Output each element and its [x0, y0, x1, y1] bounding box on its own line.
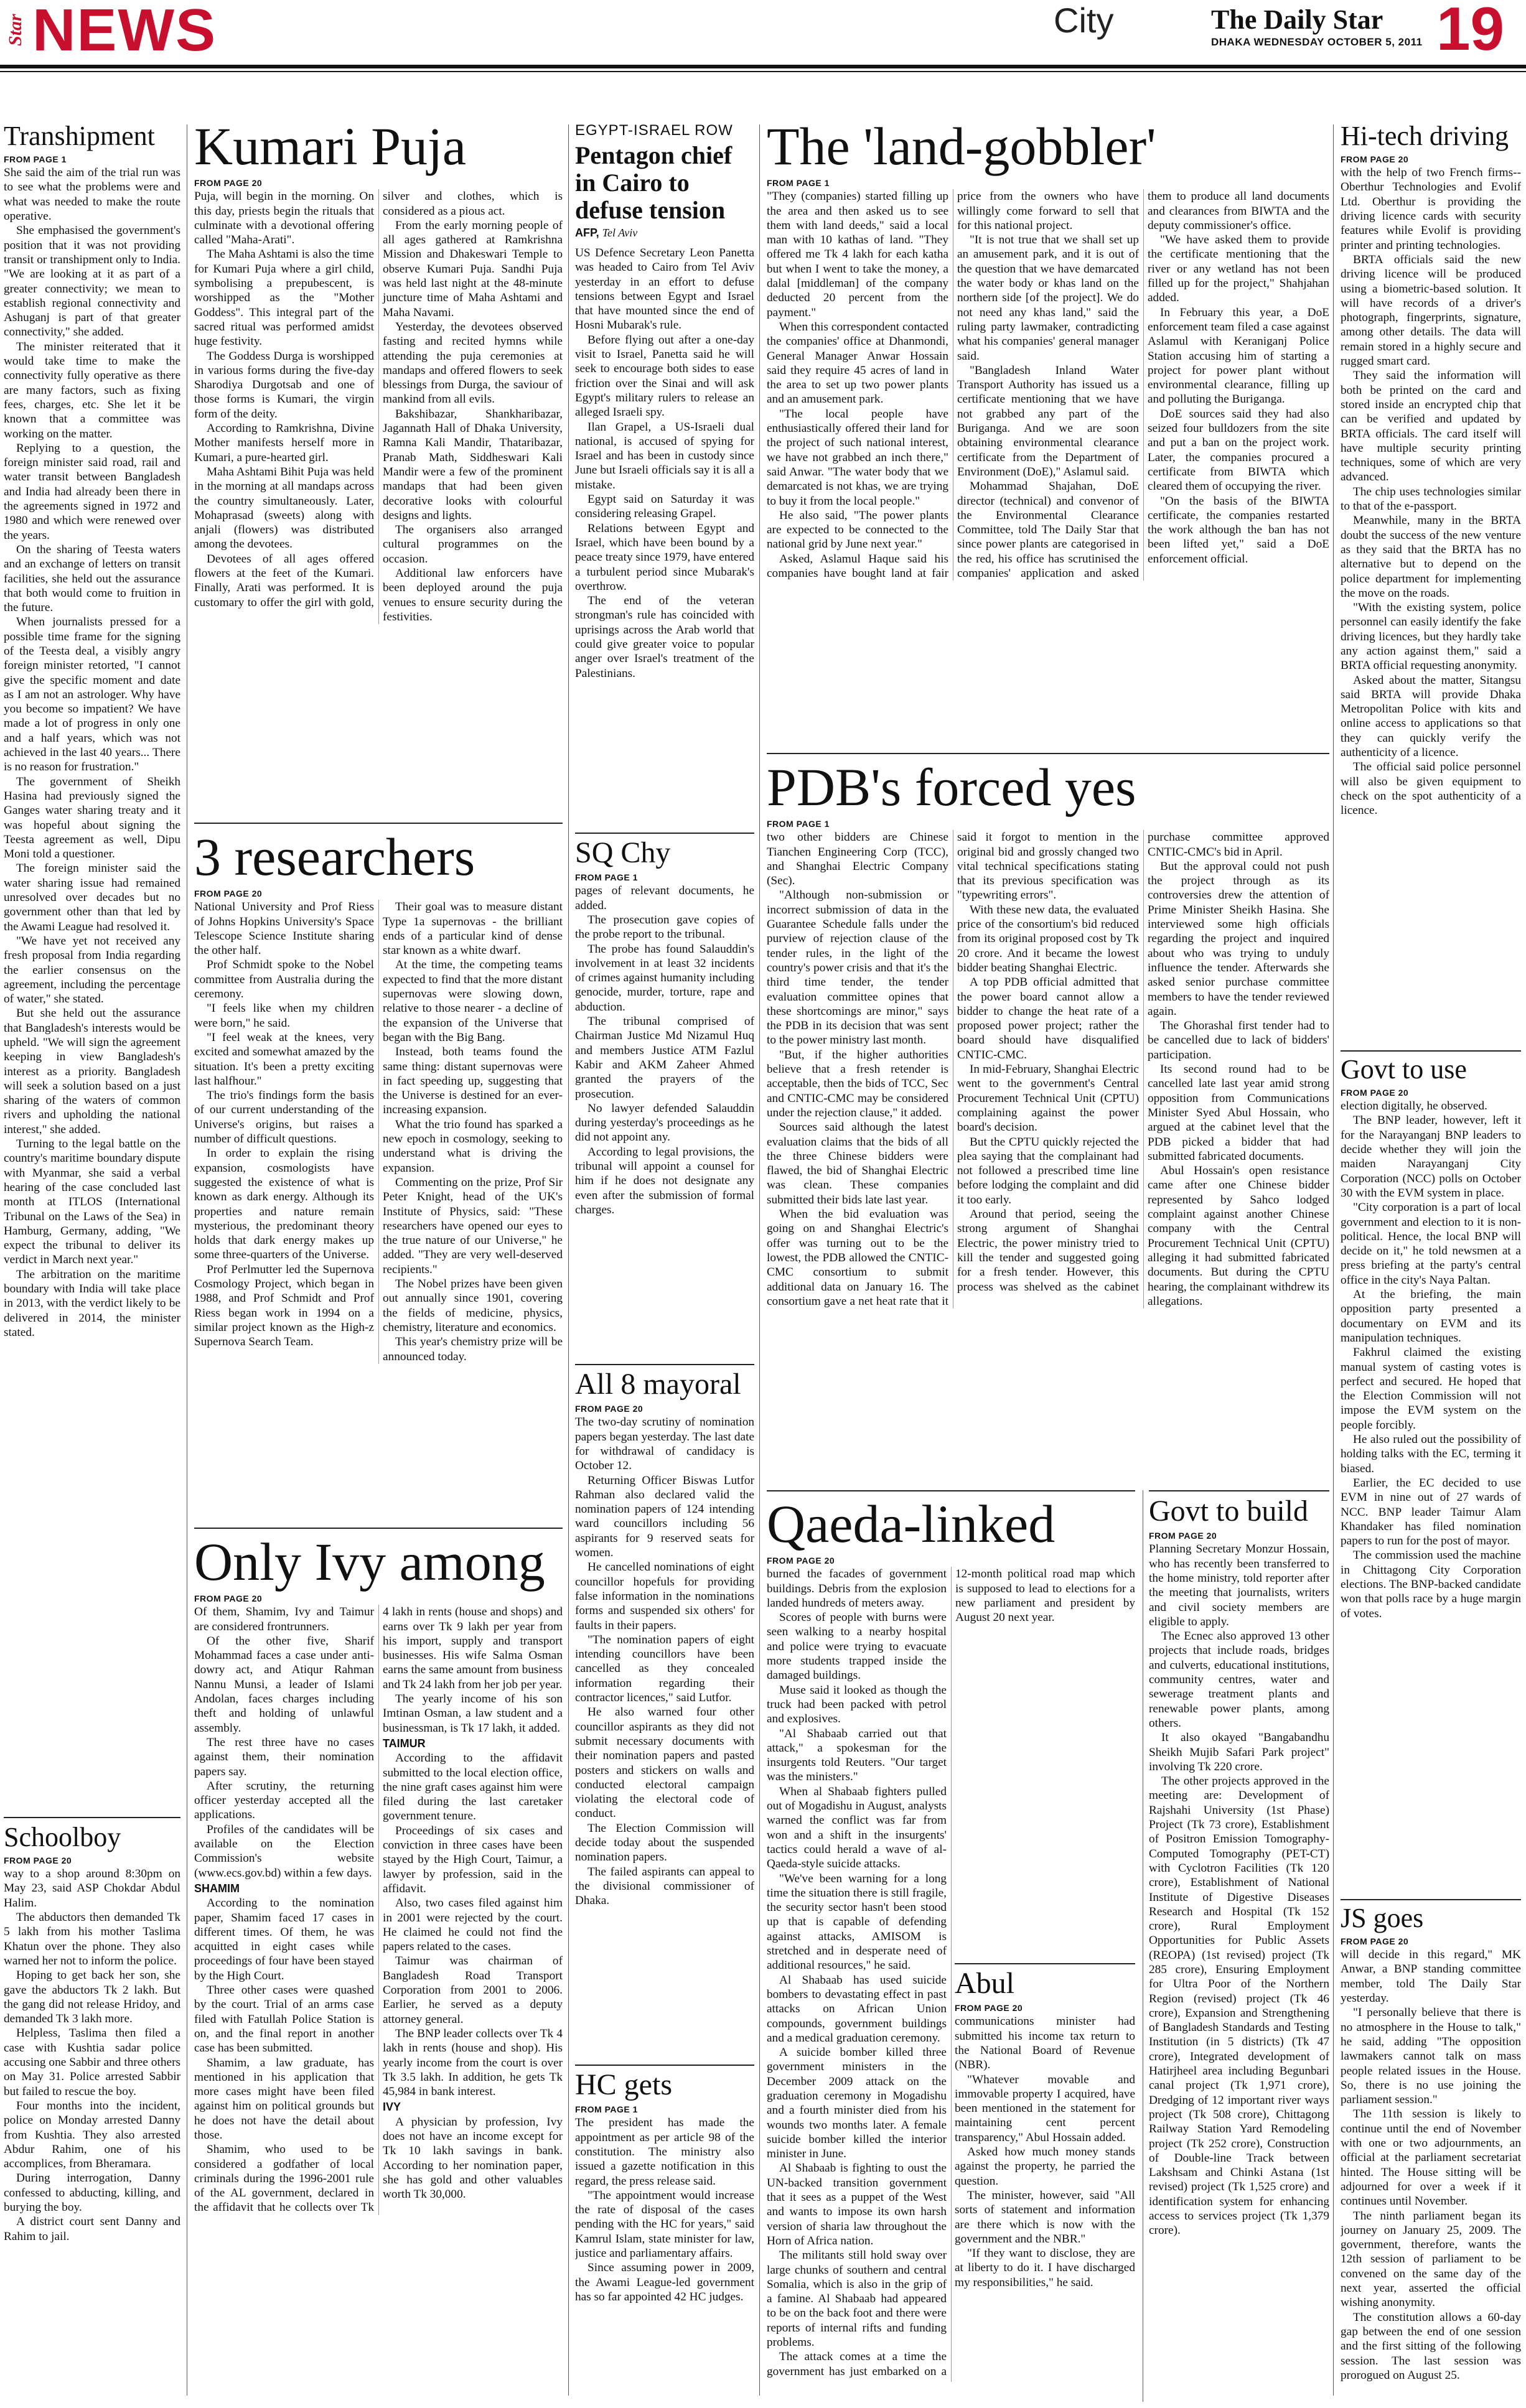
paragraph: No lawyer defended Salauddin during yesterday's proceedings as he did not appoint any.: [575, 1101, 754, 1144]
story-separator: [955, 1963, 1135, 1964]
paragraph: "We've been warning for a long time the situation there is still fragile, the security sector hasn't been stood up that is capable of defending against attacks, AMISOM is stretched and in desperate need of additional resources," he said.: [767, 1872, 947, 1972]
paragraph: The government of Sheikh Hasina had previously signed the Ganges water sharing treaty and it was hopeful about signing the Teesta agreement as well, Dipu Moni told a questioner.: [4, 775, 180, 861]
subheading: IVY: [383, 2101, 401, 2114]
continued-from: FROM PAGE 1: [4, 154, 67, 165]
dateline: DHAKA WEDNESDAY OCTOBER 5, 2011: [1211, 36, 1423, 48]
paragraph: According to the affidavit submitted to the local election office, the nine graft cases against him were filed during the last caretaker government tenure.: [383, 1752, 563, 1823]
paragraph: At the briefing, the main opposition party presented a documentary on EVM and its manipulation techniques.: [1341, 1288, 1521, 1345]
paragraph: Its second round had to be cancelled late last year amid strong opposition from Communications Minister Syed Abul Hossain, who argued at the cabinet level that the PDB picked a bidder that had submitted fabricated documents.: [1148, 1063, 1329, 1163]
paragraph: "If they want to disclose, they are at liberty to do it. I have discharged my responsibilities," he said.: [955, 2247, 1135, 2289]
paragraph: US Defence Secretary Leon Panetta was headed to Cairo from Tel Aviv yesterday in an effort to defuse tensions between Egypt and Israel that have mounted since the end of Hosni Mubarak's rule.: [575, 246, 754, 332]
paragraph: Mohammad Shajahan, DoE director (technical) and convenor of the Environmental Clearance Committee, told The Daily Star that since power plants are categorised in the red, his office has scrutinised the companies' application and asked them to produce all land documents and clearances from BIWTA and the deputy commissioner's office.: [957, 190, 1329, 581]
paragraph: Returning Officer Biswas Lutfor Rahman also declared valid the nomination papers of 124 intending ward councillors including 56 aspirants for 9 reserved seats for women.: [575, 1473, 754, 1560]
kicker: EGYPT-ISRAEL ROW: [575, 122, 733, 139]
story-schoolboy: [4, 1823, 180, 2402]
continued-from: FROM PAGE 20: [1341, 154, 1409, 165]
paragraph: Helpless, Taslima then filed a case with Kushtia sadar police accusing one Sabbir and three others on May 31. Police arrested Sabbir but failed to rescue the boy.: [4, 2027, 180, 2098]
paragraph: In February this year, a DoE enforcement team filed a case against Aslamul with Keraniganj Police Station accusing him of starting a project for power plant without environmental clearance, filling up and polluting the Buriganga.: [1148, 306, 1329, 406]
paragraph: Their goal was to measure distant Type 1a supernovas - the brilliant ends of a particular kind of dense star known as a white dwarf.: [383, 900, 563, 958]
paragraph: Relations between Egypt and Israel, which have been bound by a peace treaty since 1979, have entered a turbulent period since Mubarak's overthrow.: [575, 521, 754, 593]
continued-from: FROM PAGE 20: [1149, 1531, 1217, 1541]
paragraph: "I feel weak at the knees, very excited and somewhat amazed by the situation. It's been a pretty exciting last halfhour.": [194, 1030, 374, 1088]
headline: Govt to use: [1341, 1055, 1467, 1085]
newspaper-name: The Daily Star: [1211, 4, 1383, 35]
paragraph: A physician by profession, Ivy does not have an income except for Tk 10 lakh savings in bank. According to her nomination paper, she has gold and other valuables worth Tk 30,000.: [383, 2115, 563, 2201]
story-pentagon-chief: [575, 122, 754, 825]
paragraph: Hoping to get back her son, she gave the abductors Tk 2 lakh. But the gang did not release Hridoy, and demanded Tk 3 lakh more.: [4, 1969, 180, 2026]
paragraph: Devotees of all ages offered flowers at the feet of the Kumari. Finally, Arati was performed. It is customary to offer the girl with gold, silver and clothes, which is considered as a pious act.: [194, 190, 563, 609]
byline: [575, 226, 754, 240]
masthead-rule-thin: [0, 71, 1526, 72]
paragraph: communications minister had submitted his income tax return to the National Board of Revenue (NBR).: [955, 2015, 1135, 2072]
paragraph: The Ghorashal first tender had to be cancelled due to lack of bidders' participation.: [1148, 1019, 1329, 1062]
story-separator: [194, 1528, 563, 1529]
story-body: [575, 2116, 754, 2304]
story-transhipment: [4, 122, 180, 1808]
headline: Kumari Puja: [194, 118, 467, 176]
paragraph: "Whatever movable and immovable property I acquired, have been mentioned in the statement for maintaining cent percent transparency," Abul Hossain added.: [955, 2073, 1135, 2144]
paragraph: Shamim, a law graduate, has mentioned in his application that more cases might have been filed against him on political grounds but he does not have the detail about those.: [194, 2056, 374, 2142]
paragraph: The probe has found Salauddin's involvement in at least 32 incidents of crimes against humanity including genocide, murder, torture, rape and abduction.: [575, 942, 754, 1014]
paragraph: "We have yet not received any fresh proposal from India regarding the earlier consensus on the agreement, including the percentage of water," she stated.: [4, 934, 180, 1006]
paragraph: Profiles of the candidates will be available on the Election Commission's website (www.ecs.gov.bd) within a few days.: [194, 1822, 374, 1880]
paragraph: This year's chemistry prize will be announced today.: [383, 1335, 563, 1363]
paragraph: Prof Schmidt spoke to the Nobel committee from Australia during the ceremony.: [194, 958, 374, 1001]
paragraph: Sources said although the latest evaluation claims that the bids of all the three Chinese bidders were flawed, the bid of Shanghai Electric was clean. These companies submitted their bids late last year.: [767, 1121, 948, 1206]
headline: JS goes: [1341, 1904, 1424, 1933]
paragraph: She said the aim of the trial run was to see what the problems were and what was needed to make the route operative.: [4, 166, 180, 223]
continued-from: FROM PAGE 20: [575, 1404, 644, 1414]
masthead: [0, 0, 1526, 62]
story-separator: [1149, 1490, 1329, 1491]
paragraph: The BNP leader collects over Tk 4 lakh in rents (house and shop). His yearly income from the court is over Tk 3.5 lakh. In addition, he gets Tk 45,984 in bank interest.: [383, 2027, 563, 2099]
paragraph: Bakshibazar, Shankharibazar, Jagannath Hall of Dhaka University, Ramna Kali Mandir, Thataribazar, Pranab Math, Siddheswari Kali Mandir were a few of the prominent mandaps that had been given decorative looks with colourful designs and lights.: [383, 407, 563, 522]
continued-from: FROM PAGE 1: [767, 178, 830, 189]
paragraph: He also said, "The power plants are expected to be connected to the national grid by June next year.": [767, 508, 948, 551]
paragraph: The other projects approved in the meeting are: Development of Rajshahi University (1st Phase) Project (Tk 73 crore), Establishment of Positron Emission Tomography-Computed Tomography (PET-CT) with Cyclotron Facilities (Tk 120 crore), Establishment of National Institute of Digestive Diseases Research and Hospital (Tk 152 crore), Rural Employment Opportunities for Public Assets (REOPA) (1st revised) project (Tk 285 crore), Ensuring Employment for Ultra Poor of the Northern Region (revised) project (Tk 46 crore), Expansion and Strengthening of Bangladesh Standards and Testing Institution (in 5 districts) (Tk 47 crore), Integrated development of Hatirjheel area including Begunbari canal project (Tk 1,971 crore), Dredging of 12 important river ways project (Tk 508 crore), Chittagong Railway Station Yard Remodeling project (Tk 252 crore), Construction of Double-line Track between Lakshsam and Chinki Astana (1st revised) project (Tk 1,525 crore) and identification system for enhancing access to services project (Tk 1,379 crore).: [1149, 1775, 1329, 2238]
section-city: City: [1054, 1, 1114, 40]
paragraph: "On the basis of the BIWTA certificate, the companies restarted the work although the ban has not been lifted yet," said a DoE enforcement official.: [1148, 494, 1329, 566]
paragraph: The failed aspirants can appeal to the divisional commissioner of Dhaka.: [575, 1865, 754, 1908]
paragraph: "It is not true that we shall set up an amusement park, and it is out of the question that we have demarcated the water body or khas land on the northern side [of the project]. We do not need any khas land," said the ruling party lawmaker, contradicting what his companies' general manager said.: [957, 233, 1139, 363]
paragraph: pages of relevant documents, he added.: [575, 884, 754, 912]
story-body: [767, 189, 1329, 581]
paragraph: The organisers also arranged cultural programmes on the occasion.: [383, 523, 563, 566]
story-all-8-mayoral: [575, 1369, 754, 2060]
paragraph: But the approval could not push the project through as its controversies drew the attention of Prime Minister Sheikh Hasina. She interviewed some high officials regarding the project and inquired about who was trying to unduly influence the tender. Afterwards she asked senior purchase committee members to have the tender reviewed again.: [1148, 859, 1329, 1018]
paragraph: The Ecnec also approved 13 other projects that include roads, bridges and culverts, educational institutions, community centres, water and sewerage treatment plants and renewable power plants, among others.: [1149, 1630, 1329, 1730]
paragraph: Egypt said on Saturday it was considering releasing Grapel.: [575, 493, 754, 521]
paragraph: The abductors then demanded Tk 5 lakh from his mother Taslima Khatun over the phone. They also warned her not to inform the police.: [4, 1911, 180, 1967]
paragraph: The ninth parliament began its journey on January 25, 2009. The government, therefore, wants the 12th session of parliament to be convened on the same day of the next year, asserted the official wishing anonymity.: [1341, 2209, 1521, 2310]
paragraph: Asked how much money stands against the property, he parried the question.: [955, 2145, 1135, 2188]
paragraph: The Election Commission will decide today about the suspended nomination papers.: [575, 1821, 754, 1864]
story-separator: [194, 823, 563, 824]
paragraph: Asked about the matter, Sitangsu said BRTA will provide Dhaka Metropolitan Police with kits and online access to applications so that they can quickly verify the authenticity of a licence.: [1341, 673, 1521, 760]
paragraph: Shamim, who used to be considered a godfather of local criminals during the 1996-2001 rule of the AL government, declared in the affidavit that he collects over Tk 4 lakh in rents (house and shops) and earns over Tk 9 lakh per year from his import, supply and transport businesses. His wife Salma Osman earns the same amount from business and Tk 24 lakh from her job per year.: [194, 1605, 563, 2214]
paragraph: with the help of two French firms--Oberthur Technologies and Evolif Ltd. Oberthur is providing the driving licence cards with security features while Evolif is providing printer and printing technologies.: [1341, 166, 1521, 252]
paragraph: The Nobel prizes have been given out annually since 1901, covering the fields of medicine, physics, chemistry, literature and economics.: [383, 1277, 563, 1334]
continued-from: FROM PAGE 1: [767, 819, 830, 829]
continued-from: FROM PAGE 1: [575, 872, 638, 883]
paragraph: Ilan Grapel, a US-Israeli dual national, is accused of spying for Israel and has been in custody since June but Israeli officials say it is all a mistake.: [575, 420, 754, 492]
continued-from: FROM PAGE 1: [575, 2104, 638, 2115]
paragraph: Scores of people with burns were seen walking to a nearby hospital and police were trying to evacuate more students trapped inside the damaged buildings.: [767, 1611, 947, 1682]
paragraph: Abul Hossain's open resistance came after one Chinese bidder represented by Sahco lodged complaint against another Chinese company with the Central Procurement Technical Unit (CPTU) alleging it had submitted fabricated documents. But during the CPTU hearing, the complainant withdrew its allegations.: [1148, 1164, 1329, 1308]
paragraph: BRTA officials said the new driving licence will be produced using a biometric-based solution. It will have records of a driver's photograph, fingerprints, signature, among other details. The data will remain stored in a highly secure and rugged smart card.: [1341, 253, 1521, 368]
continued-from: FROM PAGE 20: [194, 889, 263, 899]
paragraph: In order to explain the rising expansion, cosmologists have suggested the existence of what is known as dark energy. Although its properties and nature remain mysterious, the predominant theory holds that dark energy makes up some three-quarters of the Universe.: [194, 1147, 374, 1262]
paragraph: When journalists pressed for a possible time frame for the signing of the Teesta deal, a visibly angry foreign minister retorted, "I cannot give the specific moment and date as I am not an astrologer. Why have you become so impatient? We have made a lot of progress in only one and a half years, which was not achieved in the last 40 years... There is no reason for frustration.": [4, 615, 180, 774]
story-hi-tech-driving: [1341, 122, 1521, 1043]
paragraph: Turning to the legal battle on the country's maritime boundary dispute with Myanmar, she said a verbal hearing of the case concluded last month at ITLOS (International Tribunal on the Laws of the Sea) in Hamburg, Germany, adding, "We expect the tribunal to deliver its verdict in March next year.": [4, 1137, 180, 1267]
story-pdb-forced-yes: [767, 759, 1329, 1484]
paragraph: The constitution allows a 60-day gap between the end of one session and the first sitting of the following session. The last session was prorogued on August 25.: [1341, 2310, 1521, 2382]
paragraph: But the CPTU quickly rejected the plea saying that the complainant had not followed a prescribed time line before lodging the complaint and did it too early.: [957, 1135, 1139, 1206]
paragraph: The militants still hold sway over large chunks of southern and central Somalia, which is also in the grip of a famine. Al Shabaab had appeared to be on the back foot and there were reports of internal rifts and funding problems.: [767, 2249, 947, 2350]
story-body: [4, 1867, 180, 2244]
headline: Hi-tech driving: [1341, 122, 1509, 151]
paragraph: But she held out the assurance that Bangladesh's interests would be upheld. "We will sign the agreement keeping in view Bangladesh's interest as a priority. Bangladesh will seek a solution based on a just sharing of the waters of common rivers and upholding the national interest," she added.: [4, 1007, 180, 1136]
column-divider: [759, 124, 760, 2396]
paragraph: "But, if the higher authorities believe that a fresh retender is acceptable, then the bids of TCC, Sec and CNTIC-CMC may be considered under the rejection clause," it added.: [767, 1048, 948, 1119]
continued-from: FROM PAGE 20: [194, 178, 263, 189]
paragraph: According to Ramkrishna, Divine Mother manifests herself more in Kumari, a pure-hearted girl.: [194, 422, 374, 464]
paragraph: "With the existing system, police personnel can easily identify the fake driving licences, but they hardly take any action against them," said a BRTA official requesting anonymity.: [1341, 601, 1521, 673]
paragraph: Since assuming power in 2009, the Awami League-led government has so far appointed 42 HC judges.: [575, 2261, 754, 2303]
page-number: 19: [1436, 0, 1505, 63]
paragraph: A top PDB official admitted that the power board cannot allow a bidder to change the heat rate of a proposed power project; rather the board should have disqualified CNTIC-CMC.: [957, 976, 1139, 1062]
paragraph: Puja, will begin in the morning. On this day, priests begin the rituals that culminate with a devotional offering called "Maha-Arati".: [194, 190, 374, 247]
story-body: [1341, 166, 1521, 818]
masthead-rule: [0, 65, 1526, 68]
headline: HC gets: [575, 2070, 672, 2101]
paragraph: way to a shop around 8:30pm on May 23, said ASP Chokdar Abdul Halim.: [4, 1867, 180, 1910]
subheading: SHAMIM: [194, 1882, 240, 1895]
headline: All 8 mayoral: [575, 1369, 741, 1401]
byline-agency: AFP,: [575, 226, 599, 239]
paragraph: After scrutiny, the returning officer yesterday accepted all the applications.: [194, 1779, 374, 1822]
headline: Abul: [955, 1967, 1014, 2000]
paragraph: Maha Ashtami Bihit Puja was held in the morning at all mandaps across the country simultaneously. Later, Mohaprasad (sweets) along with anjali (flowers) was distributed among the devotees.: [194, 465, 374, 551]
paragraph: The official said police personnel will also be given equipment to check on the spot authenticity of a licence.: [1341, 760, 1521, 818]
paragraph: Before flying out after a one-day visit to Israel, Panetta said he will seek to encourage both sides to ease friction over the Sinai and will ask Egypt's military rulers to release an alleged Israeli spy.: [575, 333, 754, 419]
story-body: [1149, 1542, 1329, 2238]
continued-from: FROM PAGE 20: [1341, 1936, 1409, 1947]
paragraph: "They (companies) started filling up the area and then asked us to see them with land deeds," said a local man with 10 kathas of land. "They offered me Tk 4 lakh for each katha but when I went to take the money, a dalal [middleman] of the company deducted 20 percent from the payment.": [767, 190, 948, 319]
story-separator: [575, 1364, 754, 1365]
story-body: [575, 1415, 754, 1908]
paragraph: Muse said it looked as though the truck had been packed with petrol and explosives.: [767, 1683, 947, 1726]
paragraph: The prosecution gave copies of the probe report to the tribunal.: [575, 913, 754, 941]
paragraph: "I feels like when my children were born," he said.: [194, 1002, 374, 1030]
paragraph: A suicide bomber killed three government ministers in the December 2009 attack on the graduation ceremony in Mogadishu and a fourth minister died from his wounds two months later. A female suicide bomber killed the interior minister in June.: [767, 2046, 947, 2161]
paragraph: Three other cases were quashed by the court. Trial of an arms case filed with Fatullah Police Station is on, and the final report in another case has been submitted.: [194, 1984, 374, 2055]
story-separator: [575, 2065, 754, 2066]
story-only-ivy-among: [194, 1534, 563, 2402]
paragraph: The end of the veteran strongman's rule has coincided with uprisings across the Arab world that could give greater voice to popular anger over Israel's treatment of the Palestinians.: [575, 594, 754, 680]
paragraph: The tribunal comprised of Chairman Justice Md Nizamul Huq and members Justice ATM Fazlul Kabir and AKM Zaheer Ahmed granted the prayers of the prosecution.: [575, 1015, 754, 1101]
paragraph: He cancelled nominations of eight councillor hopefuls for providing false information in the nominations forms and suspended six others' for faults in their papers.: [575, 1561, 754, 1632]
headline: Pentagon chief in Cairo to defuse tension: [575, 141, 733, 224]
story-land-gobbler: [767, 118, 1329, 744]
paragraph: DoE sources said they had also seized four bulldozers from the site and put a ban on the project work. Later, the companies procured a certificate from BIWTA which cleared them of occupying the river.: [1148, 407, 1329, 493]
story-separator: [575, 833, 754, 834]
paragraph: Yesterday, the devotees observed fasting and recited hymns while attending the puja ceremonies at mandaps and offered flowers to seek blessings from Durga, the saviour of mankind from all evils.: [383, 320, 563, 406]
subheading: TAIMUR: [383, 1737, 426, 1750]
headline: SQ Chy: [575, 838, 671, 869]
paragraph: The commission used the machine in Chittagong City Corporation elections. The BNP-backed candidate won that polls race by a huge margin of votes.: [1341, 1549, 1521, 1620]
story-body: [955, 2014, 1135, 2290]
story-body: [1341, 1948, 1521, 2382]
story-body: [575, 246, 754, 681]
paragraph: During interrogation, Danny confessed to abducting, killing, and burying the boy.: [4, 2172, 180, 2214]
column-divider: [568, 124, 569, 2396]
story-hc-gets: [575, 2070, 754, 2402]
paragraph: The BNP leader, however, left it for the Narayanganj BNP leaders to decide whether they will join the maiden Narayanganj City Corporation (NCC) polls on October 30 with the EVM system in place.: [1341, 1114, 1521, 1200]
paragraph: He also warned four other councillor aspirants as they did not submit necessary documents with their nomination papers and pasted posters and stickers on walls and conducted electoral campaign violating the electoral code of conduct.: [575, 1706, 754, 1821]
paragraph: They said the information will both be printed on the card and stored inside an encrypted chip that can be verified and updated by BRTA officials. The card itself will have multiple security printing techniques, some of which are very advanced.: [1341, 369, 1521, 484]
continued-from: FROM PAGE 20: [955, 2003, 1023, 2014]
headline: The 'land-gobbler': [767, 118, 1156, 176]
headline: Govt to build: [1149, 1496, 1309, 1528]
paragraph: Meanwhile, many in the BRTA doubt the success of the new venture as they said that the BRTA has no alternative but to depend on the police department for implementing the move on the roads.: [1341, 514, 1521, 600]
paragraph: Of the other five, Sharif Mohammad faces a case under anti-dowry act, and Atiqur Rahman Nannu Munsi, a leader of Islami Andolan, faces charges including theft and holding of unlawful assembly.: [194, 1634, 374, 1735]
story-body: [194, 900, 563, 1364]
paragraph: Fakhrul claimed the existing manual system of casting votes is perfect and secured. He hoped that the Election Commission will not impose the EVM system on the people forcibly.: [1341, 1346, 1521, 1432]
paragraph: The arbitration on the maritime boundary with India will take place in 2013, with the verdict likely to be delivered in 2014, the minister stated.: [4, 1267, 180, 1339]
paragraph: It also okayed "Bangabandhu Sheikh Mujib Safari Park project" involving Tk 220 crore.: [1149, 1731, 1329, 1773]
paragraph: "Although non-submission or incorrect submission of data in the Guarantee Schedule falls under the purview of rejection clause of the tender rules, in the light of the country's power crisis and that it's the third time tender, the tender evaluation committee opines that these shortcomings are minor," says the PDB in its decision that was sent to the power ministry last month.: [767, 889, 948, 1047]
star-logo: Star: [5, 14, 26, 46]
story-body: [4, 166, 180, 1340]
continued-from: FROM PAGE 20: [4, 1855, 72, 1866]
paragraph: Al Shabaab has used suicide bombers to devastating effect in past attacks on African Union compounds, government buildings and a medical graduation ceremony.: [767, 1973, 947, 2045]
paragraph: Planning Secretary Monzur Hossain, who has recently been transferred to the home ministry, told reporter after the meeting that journalists, writers and civil society members are eligible to apply.: [1149, 1542, 1329, 1628]
paragraph: A district court sent Danny and Rahim to jail.: [4, 2215, 180, 2243]
paragraph: The 11th session is likely to continue until the end of November with one or two adjournments, an official at the parliament secretariat hinted. The House sitting will be adjourned for over a week if it continues until November.: [1341, 2107, 1521, 2208]
paragraph: With these new data, the evaluated price of the consortium's bid reduced from its original proposed cost by Tk 20 crore. And it became the lowest bidder beating Shanghai Electric.: [957, 903, 1139, 974]
column-divider: [1333, 124, 1334, 2396]
paragraph: In mid-February, Shanghai Electric went to the government's Central Procurement Technical Unit (CPTU) complaining against the power board's decision.: [957, 1063, 1139, 1134]
story-separator: [767, 753, 1329, 754]
paragraph: "Bangladesh Inland Water Transport Authority has issued us a certificate mentioning that we have not grabbed any part of the Buriganga. And we are soon obtaining environmental clearance certificate from the Department of Environment (DoE)," Aslamul said.: [957, 363, 1139, 478]
paragraph: The Maha Ashtami is also the time for Kumari Puja where a girl child, symbolising a prepubescent, is worshipped as the "Mother Goddess". This integral part of the sacred ritual was performed amidst huge festivity.: [194, 248, 374, 348]
paragraph: National University and Prof Riess of Johns Hopkins University's Space Telescope Science Institute sharing the other half.: [194, 900, 374, 958]
paragraph: Prof Perlmutter led the Supernova Cosmology Project, which began in 1988, and Prof Schmidt and Prof Riess began work in 1994 on a similar project known as the High-z Supernova Search Team.: [194, 1262, 374, 1349]
paragraph: The minister reiterated that it would take time to make the connectivity fully operative as there are many factors, such as fixing fees, charges, etc. She let it be known that a committee was working on the matter.: [4, 340, 180, 441]
paragraph: The trio's findings form the basis of our current understanding of the Universe's origins, but raises a number of difficult questions.: [194, 1089, 374, 1146]
paragraph: When al Shabaab fighters pulled out of Mogadishu in August, analysts warned the conflict was far from won and a shift in the insurgents' tactics could herald a wave of al-Qaeda-style suicide attacks.: [767, 1785, 947, 1871]
paragraph: He also ruled out the possibility of holding talks with the EC, terming it biased.: [1341, 1433, 1521, 1475]
paragraph: When this correspondent contacted the companies' office at Dhanmondi, General Manager Anwar Hossain said they require 45 acres of land in the area to set up two power plants and an amusement park.: [767, 320, 948, 406]
paragraph: According to the nomination paper, Shamim faced 17 cases in different times. Of them, he was acquitted in eight cases while proceedings of four have been stayed by the High Court.: [194, 1897, 374, 1982]
story-3-researchers: [194, 829, 563, 1519]
paragraph: At the time, the competing teams expected to find that the more distant supernovas were slowing down, relative to those nearer - a decline of the expansion of the Universe that began with the Big Bang.: [383, 958, 563, 1044]
continued-from: FROM PAGE 20: [194, 1594, 263, 1604]
story-body: [575, 884, 754, 1217]
paragraph: The minister, however, said "All sorts of statement and information are there which is now with the government and the NBR.": [955, 2188, 1135, 2246]
story-abul: [955, 1963, 1135, 2402]
continued-from: FROM PAGE 20: [1341, 1088, 1409, 1098]
story-separator: [1341, 1899, 1521, 1900]
paragraph: Taimur was chairman of Bangladesh Road Transport Corporation from 2001 to 2006. Earlier, he served as a deputy attorney general.: [383, 1954, 563, 2026]
story-govt-to-build: [1149, 1496, 1329, 2402]
paragraph: What the trio found has sparked a new epoch in cosmology, seeking to understand what is driving the expansion.: [383, 1118, 563, 1175]
paragraph: Of them, Shamim, Ivy and Taimur are considered frontrunners.: [194, 1605, 374, 1633]
paragraph: The president has made the appointment as per article 98 of the constitution. The ministry also issued a gazette notification in this regard, the press release said.: [575, 2116, 754, 2188]
story-separator: [767, 1490, 1135, 1491]
paragraph: Asked, Aslamul Haque said his companies have bought land at fair price from the owners who have willingly come forward to sell that for this national project.: [767, 190, 1139, 581]
paragraph: election digitally, he observed.: [1341, 1099, 1487, 1113]
paragraph: Commenting on the prize, Prof Sir Peter Knight, head of the UK's Institute of Physics, said: "These researchers have opened our eyes to the true nature of our Universe," he added. "They are very well-deserved recipients.": [383, 1175, 563, 1276]
paragraph: When the bid evaluation was going on and Shanghai Electric's offer was turning out to be the lowest, the PDB allowed the CNTIC-CMC consortium to submit additional data on January 16. The consortium gave a net heat rate that it said it forgot to mention in the original bid and grossly changed two vital technical specifications stating that its previous specification was "typewriting errors".: [767, 831, 1139, 1308]
paragraph: "City corporation is a part of local government and election to it is non-political. Hence, the local BNP will decide on it," he told newsmen at a press briefing at the party's central office in the city's Naya Paltan.: [1341, 1201, 1521, 1287]
paragraph: Al Shabaab is fighting to oust the UN-backed transition government that it sees as a puppet of the West and wants to impose its own harsh version of sharia law throughout the Horn of Africa nation.: [767, 2162, 947, 2247]
headline: Only Ivy among: [194, 1534, 545, 1592]
paragraph: two other bidders are Chinese Tianchen Engineering Corp (TCC), and Shanghai Electric Company (Sec).: [767, 831, 948, 888]
paragraph: "The local people have enthusiastically offered their land for the project of such national interest, we have not grabbed an inch there," said Anwar. "The water body that we demarcated is not khas, we are trying to buy it from the local people.": [767, 407, 948, 508]
section-title: NEWS: [32, 0, 217, 63]
paragraph: burned the facades of government buildings. Debris from the explosion landed hundreds of meters away.: [767, 1567, 947, 1610]
paragraph: "The nomination papers of eight intending councillors have been cancelled as they concealed information regarding their contractor licences," said Lutfor.: [575, 1633, 754, 1705]
paragraph: On the sharing of Teesta waters and an exchange of letters on transit facilities, she held out the assurance that both would come to fruition in the future.: [4, 543, 180, 615]
paragraph: The Goddess Durga is worshipped in various forms during the five-day Sharodiya Durgotsab and one of those forms is Kumari, the virgin form of the deity.: [194, 349, 374, 421]
paragraph: Instead, both teams found the same thing: distant supernovas were in fact speeding up, suggesting that the Universe is destined for an ever-increasing expansion.: [383, 1045, 563, 1117]
story-separator: [1341, 1050, 1521, 1052]
paragraph: "Al Shabaab carried out that attack," a spokesman for the insurgents told Reuters. "Our target was the ministers.": [767, 1727, 947, 1784]
story-body: [1341, 1099, 1521, 1621]
story-body: [194, 1605, 563, 2214]
headline: PDB's forced yes: [767, 759, 1136, 817]
paragraph: The yearly income of his son Imtinan Osman, a law student and a businessman, is Tk 17 lakh, it added.: [383, 1692, 563, 1735]
paragraph: Replying to a question, the foreign minister said road, rail and water transit between Bangladesh and India had already been there in the agreements signed in 1972 and 1980 and which were renewed over the years.: [4, 441, 180, 542]
paragraph: The two-day scrutiny of nomination papers began yesterday. The last date for withdrawal of candidacy is October 12.: [575, 1416, 754, 1473]
continued-from: FROM PAGE 20: [767, 1556, 835, 1566]
paragraph: The rest three have no cases against them, their nomination papers say.: [194, 1735, 374, 1778]
paragraph: The foreign minister said the water sharing issue had remained unresolved over decades but no government other than that led by the Awami League had resolved it.: [4, 862, 180, 933]
story-body: [194, 189, 563, 624]
headline: Transhipment: [4, 122, 155, 151]
paragraph: According to legal provisions, the tribunal will appoint a counsel for him if he does not designate any even after the submission of formal charges.: [575, 1145, 754, 1216]
paragraph: "I personally believe that there is no atmosphere in the House to talk," he said, adding "The opposition lawmakers cannot talk on mass people related issues in the House. So, there is no use joining the parliament session.": [1341, 2006, 1521, 2107]
paragraph: Proceedings of six cases and conviction in three cases have been stayed by the High Court, Taimur, a lawyer by profession, said in the affidavit.: [383, 1824, 563, 1895]
story-sq-chy: [575, 838, 754, 1360]
paragraph: Four months into the incident, police on Monday arrested Danny from Kushtia. They also arrested Abdur Rahim, one of his accomplices, from Bheramara.: [4, 2099, 180, 2171]
headline: Qaeda-linked: [767, 1496, 1056, 1554]
paragraph: "We have asked them to provide the certificate mentioning that the river or any wetland has not been filled up for the project," Shahjahan added.: [1148, 233, 1329, 305]
paragraph: Additional law enforcers have been deployed around the puja venues to ensure security during the festivities.: [383, 567, 563, 623]
headline: 3 researchers: [194, 829, 475, 887]
paragraph: "The appointment would increase the rate of disposal of the cases pending with the HC for years," said Kamrul Islam, state minister for law, justice and parliamentary affairs.: [575, 2188, 754, 2261]
byline-place: Tel Aviv: [602, 226, 638, 239]
paragraph: Also, two cases filed against him in 2001 were rejected by the court. He claimed he could not find the papers related to the cases.: [383, 1897, 563, 1954]
paragraph: The chip uses technologies similar to that of the e-passport.: [1341, 485, 1521, 513]
paragraph: Earlier, the EC decided to use EVM in nine out of 27 wards of NCC. BNP leader Taimur Alam Khandaker has filed nomination papers to run for the post of mayor.: [1341, 1476, 1521, 1548]
paragraph: Around that period, seeing the strong argument of Shanghai Electric, the power ministry tried to kill the tender and suggested going for a fresh tender. However, this process was shelved as the cabinet purchase committee approved CNTIC-CMC's bid in April.: [957, 831, 1329, 1294]
paragraph: The attack comes at a time the government has just embarked on a 12-month political road map which is supposed to lead to elections for a new parliament and president by August 20 next year.: [767, 1567, 1135, 2378]
story-js-goes: [1341, 1904, 1521, 2402]
paragraph: will decide in this regard," MK Anwar, a BNP standing committee member, told The Daily Star yesterday.: [1341, 1948, 1521, 2005]
paragraph: From the early morning people of all ages gathered at Ramkrishna Mission and Dhakeswari Temple to observe Kumari Puja. Sandhi Puja was held last night at the 48-minute juncture time of Maha Ashtami and Maha Navami.: [383, 218, 563, 319]
story-kumari-puja: [194, 118, 563, 815]
story-separator: [4, 1817, 180, 1818]
story-govt-to-use: [1341, 1055, 1521, 1892]
headline: Schoolboy: [4, 1823, 121, 1852]
paragraph: She emphasised the government's position that it was not providing transit or transhipment only to India. "We are looking at it as part of a greater connectivity; we mean to establish regional connectivity and Ashuganj is part of that greater connectivity," she added.: [4, 224, 180, 339]
story-body: [767, 830, 1329, 1309]
